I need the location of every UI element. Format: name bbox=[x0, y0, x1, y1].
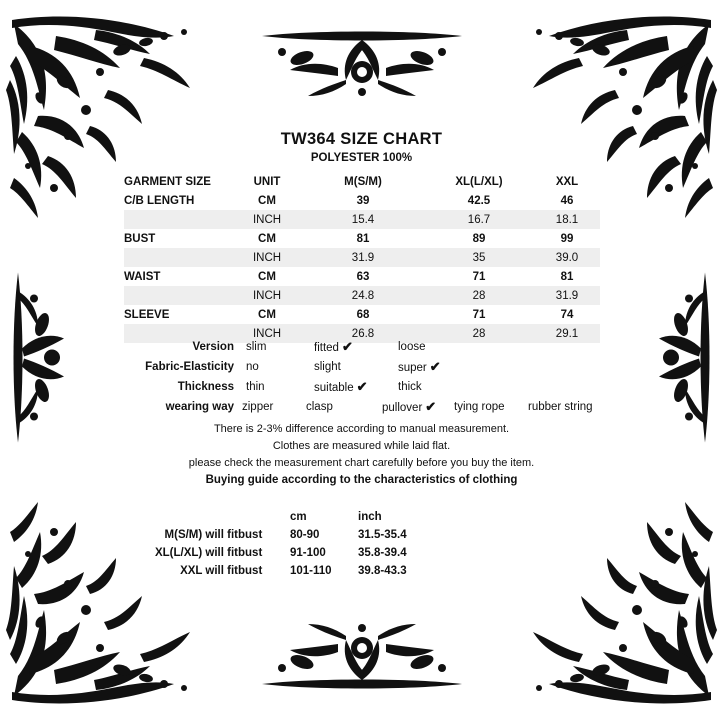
attribute-option-label: tying rope bbox=[454, 401, 505, 413]
attribute-option-label: clasp bbox=[306, 401, 333, 413]
cell-value-xxl: 81 bbox=[560, 270, 574, 283]
attribute-option[interactable] bbox=[314, 357, 341, 377]
cell-value-m: 63 bbox=[356, 270, 370, 283]
cell-value-xl: 28 bbox=[424, 324, 534, 343]
fit-measure-name: bust bbox=[238, 529, 263, 541]
cell-measure-name: C/B LENGTH bbox=[124, 194, 195, 207]
table-row bbox=[124, 305, 600, 324]
note-line: Buying guide according to the characteristics of clothing bbox=[205, 474, 518, 486]
cell-value-m: 31.9 bbox=[302, 248, 424, 267]
cell-value-xxl: 74 bbox=[560, 308, 574, 321]
table-row bbox=[124, 229, 600, 248]
note-line: please check the measurement chart carefully before you buy the item. bbox=[188, 457, 535, 469]
fit-header-inch: inch bbox=[358, 511, 382, 523]
cell-measure-name bbox=[124, 248, 232, 267]
table-row bbox=[124, 286, 600, 305]
notes-section bbox=[0, 421, 723, 489]
attribute-row bbox=[124, 397, 624, 417]
attribute-option[interactable] bbox=[246, 337, 266, 357]
attribute-option-label: suitable bbox=[314, 382, 354, 394]
cell-value-xl: 16.7 bbox=[424, 210, 534, 229]
attribute-option-label: zipper bbox=[242, 401, 274, 413]
cell-value-xl: 42.5 bbox=[467, 194, 491, 207]
cell-value-xxl: 29.1 bbox=[534, 324, 600, 343]
fit-range-inch: 35.8-39.4 bbox=[358, 547, 407, 559]
attribute-option-label: slight bbox=[314, 361, 341, 373]
cell-value-m: 68 bbox=[356, 308, 370, 321]
fit-header-cm: cm bbox=[290, 511, 307, 523]
attribute-label: wearing way bbox=[165, 401, 234, 413]
check-icon: ✔ bbox=[425, 399, 437, 414]
attribute-option-label: thin bbox=[246, 381, 265, 393]
cell-measure-name: WAIST bbox=[124, 270, 161, 283]
cell-unit: INCH bbox=[232, 248, 302, 267]
attribute-option-label: pullover bbox=[382, 402, 423, 414]
attribute-label: Version bbox=[192, 341, 234, 353]
fit-row bbox=[128, 526, 448, 544]
fit-size-label: XL(L/XL) will fit bbox=[154, 547, 238, 559]
attributes-section bbox=[124, 337, 624, 417]
fit-guide-table bbox=[128, 508, 448, 580]
attribute-row bbox=[124, 337, 624, 357]
fit-range-cm: 101-110 bbox=[290, 565, 332, 577]
fit-range-inch: 39.8-43.3 bbox=[358, 565, 407, 577]
fit-size-label: XXL will fit bbox=[180, 565, 238, 577]
cell-unit: CM bbox=[258, 194, 276, 207]
attribute-option[interactable] bbox=[314, 337, 357, 358]
cell-measure-name: BUST bbox=[124, 232, 156, 245]
measurements-table bbox=[124, 172, 600, 343]
cell-measure-name: SLEEVE bbox=[124, 308, 170, 321]
fit-header-row bbox=[128, 508, 448, 526]
header-unit: UNIT bbox=[253, 175, 281, 188]
cell-unit: INCH bbox=[232, 286, 302, 305]
attribute-label: Fabric-Elasticity bbox=[145, 361, 234, 373]
table-header-row bbox=[124, 172, 600, 191]
attribute-option[interactable] bbox=[528, 397, 593, 417]
check-icon: ✔ bbox=[341, 339, 353, 354]
attribute-option[interactable] bbox=[242, 397, 273, 417]
attribute-option[interactable] bbox=[398, 337, 426, 357]
cell-unit: INCH bbox=[232, 324, 302, 343]
page-title: TW364 SIZE CHART bbox=[280, 130, 443, 148]
cell-value-xl: 89 bbox=[472, 232, 486, 245]
fit-size-label: M(S/M) will fit bbox=[164, 529, 238, 541]
cell-value-m: 15.4 bbox=[302, 210, 424, 229]
attribute-option-label: thick bbox=[398, 381, 422, 393]
cell-value-xl: 71 bbox=[472, 270, 486, 283]
cell-value-xxl: 18.1 bbox=[534, 210, 600, 229]
attribute-option[interactable] bbox=[398, 357, 445, 378]
header-size-xxl: XXL bbox=[555, 175, 579, 188]
note-line: Clothes are measured while laid flat. bbox=[272, 440, 451, 452]
fit-range-cm: 80-90 bbox=[290, 529, 320, 541]
attribute-option[interactable] bbox=[306, 397, 333, 417]
attribute-row bbox=[124, 357, 624, 377]
table-row bbox=[124, 191, 600, 210]
fit-measure-name: bust bbox=[238, 547, 263, 559]
cell-unit: CM bbox=[258, 308, 276, 321]
attribute-label: Thickness bbox=[177, 381, 234, 393]
cell-unit: CM bbox=[258, 270, 276, 283]
header-size-m: M(S/M) bbox=[344, 175, 382, 188]
header-garment-size: GARMENT SIZE bbox=[124, 175, 211, 188]
cell-value-m: 26.8 bbox=[302, 324, 424, 343]
attribute-option[interactable] bbox=[382, 397, 440, 418]
attribute-option-label: slim bbox=[246, 341, 267, 353]
fit-header-blank bbox=[128, 508, 238, 526]
attribute-option-label: fitted bbox=[314, 342, 339, 354]
cell-value-xl: 35 bbox=[424, 248, 534, 267]
cell-value-m: 24.8 bbox=[302, 286, 424, 305]
cell-unit: INCH bbox=[232, 210, 302, 229]
table-row bbox=[124, 248, 600, 267]
cell-value-xl: 28 bbox=[424, 286, 534, 305]
cell-value-m: 39 bbox=[356, 194, 370, 207]
cell-measure-name bbox=[124, 210, 232, 229]
header-size-xl: XL(L/XL) bbox=[455, 175, 503, 188]
table-row bbox=[124, 210, 600, 229]
check-icon: ✔ bbox=[429, 359, 441, 374]
attribute-option[interactable] bbox=[454, 397, 505, 417]
cell-value-xxl: 31.9 bbox=[534, 286, 600, 305]
cell-value-xl: 71 bbox=[472, 308, 486, 321]
cell-value-xxl: 39.0 bbox=[534, 248, 600, 267]
cell-unit: CM bbox=[258, 232, 276, 245]
cell-value-m: 81 bbox=[356, 232, 370, 245]
fit-measure-name: bust bbox=[238, 565, 263, 577]
check-icon: ✔ bbox=[356, 379, 368, 394]
note-line: There is 2-3% difference according to manual measurement. bbox=[213, 423, 510, 435]
attribute-option[interactable] bbox=[398, 377, 422, 397]
attribute-option-label: super bbox=[398, 362, 427, 374]
attribute-option-label: rubber string bbox=[528, 401, 593, 413]
fit-row bbox=[128, 562, 448, 580]
fit-row bbox=[128, 544, 448, 562]
attribute-option[interactable] bbox=[246, 377, 265, 397]
attribute-option[interactable] bbox=[314, 377, 372, 398]
material-subtitle: POLYESTER 100% bbox=[310, 152, 413, 164]
table-row bbox=[124, 267, 600, 286]
fit-range-inch: 31.5-35.4 bbox=[358, 529, 407, 541]
cell-value-xxl: 46 bbox=[560, 194, 574, 207]
attribute-option-label: loose bbox=[398, 341, 426, 353]
attribute-row bbox=[124, 377, 624, 397]
cell-value-xxl: 99 bbox=[560, 232, 574, 245]
attribute-option-label: no bbox=[246, 361, 259, 373]
fit-range-cm: 91-100 bbox=[290, 547, 326, 559]
cell-measure-name bbox=[124, 286, 232, 305]
attribute-option[interactable] bbox=[246, 357, 259, 377]
fit-header-bust bbox=[238, 508, 290, 526]
